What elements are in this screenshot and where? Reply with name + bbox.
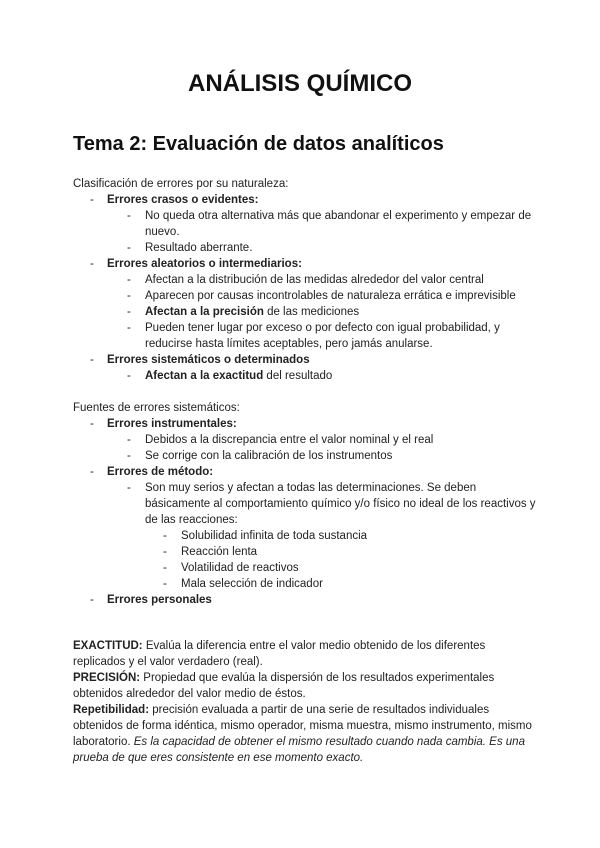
- list-item: - Mala selección de indicador: [145, 576, 543, 592]
- sources-list: [73, 416, 543, 608]
- list-item: - Afectan a la distribución de las medidas alrededor del valor central: [107, 272, 543, 288]
- metodo-label: Errores de método:: [107, 466, 214, 478]
- list-item: - Reacción lenta: [145, 544, 543, 560]
- definitions: [73, 638, 533, 766]
- list-item: [107, 304, 543, 320]
- classification-intro: Clasificación de errores por su naturaleza:: [73, 178, 289, 190]
- section-title: Tema 2: Evaluación de datos analíticos: [73, 133, 444, 155]
- list-item: - Aparecen por causas incontrolables de naturaleza errática e imprevisible: [107, 288, 543, 304]
- list-item: - No queda otra alternativa más que abandonar el experimento y empezar de nuevo.: [107, 208, 543, 240]
- list-item: [73, 416, 543, 464]
- list-item: [73, 256, 543, 352]
- error-classification: [73, 176, 543, 608]
- list-item: [73, 352, 543, 384]
- list-item: - Volatilidad de reactivos: [145, 560, 543, 576]
- list-item: - Se corrige con la calibración de los instrumentos: [107, 448, 543, 464]
- definition-text: precisión evaluada a partir de una serie de resultados individuales obtenidos de forma idéntica, mismo operador, misma muestra, mismo instrumento, mismo laboratorio.: [73, 704, 532, 748]
- definition-text: Evalúa la diferencia entre el valor medio obtenido de los diferentes replicados y el valor verdadero (real).: [73, 640, 486, 668]
- definition-text: Propiedad que evalúa la dispersión de los resultados experimentales obtenidos alrededor del valor medio de éstos.: [73, 672, 495, 700]
- sistematicos-label: Errores sistemáticos o determinados: [107, 354, 310, 366]
- page-title: ANÁLISIS QUÍMICO: [187, 70, 412, 97]
- definition-italic-text: Es la capacidad de obtener el mismo resultado cuando nada cambia. Es una prueba de que eres consistente en ese momento exacto.: [73, 736, 525, 764]
- aleatorios-label: Errores aleatorios o intermediarios:: [107, 258, 302, 270]
- list-item: - Pueden tener lugar por exceso o por defecto con igual probabilidad, y reducirse hasta límites aceptables, pero jamás anularse.: [107, 320, 543, 352]
- list-item-text: de las mediciones: [263, 306, 360, 318]
- instrumentales-label: Errores instrumentales:: [107, 418, 237, 430]
- list-item: - Solubilidad infinita de toda sustancia: [145, 528, 543, 544]
- definition-term: Repetibilidad:: [73, 704, 150, 716]
- crasos-label: Errores crasos o evidentes:: [107, 194, 259, 206]
- list-item: - Resultado aberrante.: [107, 240, 543, 256]
- list-item: [73, 592, 543, 608]
- definition-repetibilidad: [73, 702, 533, 766]
- list-item-text: del resultado: [263, 370, 333, 382]
- definition-term: PRECISIÓN:: [73, 672, 141, 684]
- definition-exactitud: [73, 638, 533, 670]
- personales-label: Errores personales: [107, 594, 212, 606]
- metodo-description: Son muy serios y afectan a todas las determinaciones. Se deben básicamente al comportamiento químico y/o físico no ideal de los reactivos y de las reacciones:: [145, 482, 536, 526]
- classification-list: [73, 192, 543, 384]
- definition-precision: [73, 670, 533, 702]
- list-item: [73, 464, 543, 592]
- exactitud-emphasis: Afectan a la exactitud: [145, 370, 264, 382]
- sources-intro: Fuentes de errores sistemáticos:: [73, 402, 240, 414]
- list-item: [107, 368, 543, 384]
- list-item: [73, 192, 543, 256]
- list-item: [107, 480, 543, 592]
- definition-term: EXACTITUD:: [73, 640, 143, 652]
- list-item: - Debidos a la discrepancia entre el valor nominal y el real: [107, 432, 543, 448]
- precision-emphasis: Afectan a la precisión: [145, 306, 264, 318]
